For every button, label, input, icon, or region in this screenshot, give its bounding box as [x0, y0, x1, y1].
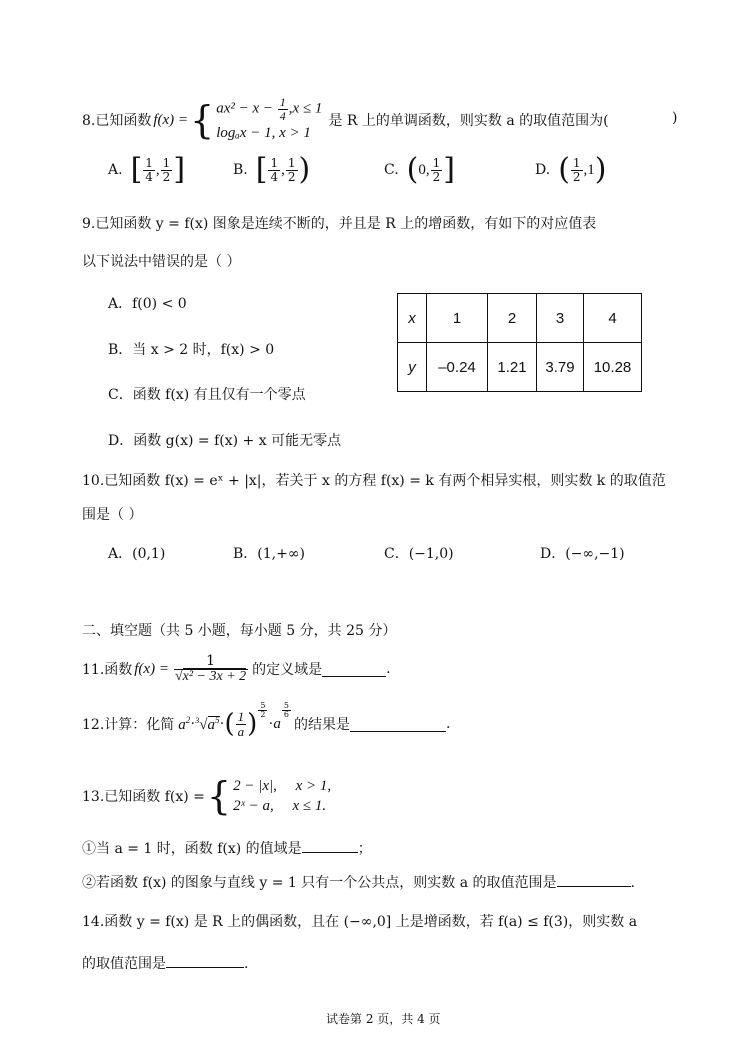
q9-line2: 以下说法中错误的是（ ） — [82, 254, 241, 270]
q12-answer-blank[interactable] — [350, 717, 446, 732]
q10-line2: 围是（ ） — [82, 507, 143, 523]
q10-line1: 10.已知函数 f(x) = eˣ + |x|，若关于 x 的方程 f(x) = k 有两个相异实根，则实数 k 的取值范 — [82, 473, 666, 489]
q8-option-d[interactable]: D. ( $\frac{1}{2}$ , 1 ) — [535, 152, 607, 187]
q14-line1: 14.函数 y = f(x) 是 R 上的偶函数，且在 (−∞,0] 上是增函数，若 f(a) ≤ f(3)，则实数 a — [82, 914, 638, 930]
q8-suffix: 是 R 上的单调函数，则实数 a 的取值范围为( — [328, 113, 609, 129]
q13-stem: 13.已知函数 f(x) = { 2 − |x|, x > 1, 2ˣ − a, x ≤ 1. — [82, 774, 332, 818]
q11-answer-blank[interactable] — [322, 662, 386, 677]
q14-line2: 的取值范围是 . — [82, 953, 248, 973]
q10-option-c[interactable]: C．(−1,0) — [384, 546, 454, 562]
q13-sub2-blank[interactable] — [557, 872, 631, 887]
q11-stem: 11.函数 f(x) = $\frac{1}{\text{√x² − 3x + 2}}$ 的定义域是 . — [82, 652, 391, 684]
q8-option-a[interactable]: A. [ $\frac{1}{4}$ , $\frac{1}{2}$ ] — [108, 152, 186, 187]
q13-sub2: ②若函数 f(x) 的图象与直线 y = 1 只有一个公共点，则实数 a 的取值范围是 . — [82, 872, 635, 892]
q13-sub1-blank[interactable] — [302, 838, 358, 853]
table-header-y: y — [398, 343, 427, 392]
q8-piece2: logₐx − 1, x > 1 — [216, 125, 311, 142]
q10-option-a[interactable]: A．(0,1) — [108, 546, 166, 562]
table-cell: 2 — [488, 294, 537, 343]
table-cell: 4 — [584, 294, 642, 343]
page-footer: 试卷第 2 页，共 4 页 — [326, 1012, 441, 1026]
table-cell: 3 — [537, 294, 584, 343]
table-cell: 1.21 — [488, 343, 537, 392]
q9-option-d[interactable]: D．函数 g(x) = f(x) + x 可能无零点 — [108, 433, 342, 449]
q8-option-b[interactable]: B. [ $\frac{1}{4}$ , $\frac{1}{2}$ ) — [233, 152, 311, 187]
table-cell: 10.28 — [584, 343, 642, 392]
q10-option-b[interactable]: B．(1,+∞) — [233, 546, 305, 562]
q9-option-a[interactable]: A．f(0) < 0 — [108, 296, 187, 312]
q8-prefix: 8.已知函数 — [82, 113, 152, 129]
q13-brace: { — [206, 774, 232, 818]
q13-pieces: 2 − |x|, x > 1, 2ˣ − a, x ≤ 1. — [233, 778, 332, 814]
q8-fx: f(x) = — [153, 111, 189, 128]
q8-brace: { — [190, 98, 215, 142]
q9-option-b[interactable]: B．当 x > 2 时，f(x) > 0 — [108, 342, 275, 358]
q8-option-c[interactable]: C. ( 0 , $\frac{1}{2}$ ] — [384, 152, 455, 187]
q12-stem: 12.计算：化简 $a^2$ · $^3√a^5$ · ( $\frac{1}{a}$ ) $\frac{5}{2}$ · a $\frac{5}{6}$ 的结果是 . — [82, 701, 451, 739]
q8-stem — [82, 90, 609, 150]
q9-value-table — [397, 293, 642, 392]
q11-fraction: $\frac{1}{\text{√x² − 3x + 2}}$ — [174, 652, 247, 684]
table-cell: 3.79 — [537, 343, 584, 392]
table-row — [398, 294, 642, 343]
q10-option-d[interactable]: D．(−∞,−1) — [540, 546, 625, 562]
table-row — [398, 343, 642, 392]
q8-piece1: ax² − x − $\frac{1}{4}$ ,x ≤ 1 — [216, 94, 323, 123]
q13-sub1: ①当 a = 1 时，函数 f(x) 的值域是 ； — [82, 838, 372, 858]
table-header-x: x — [398, 294, 427, 343]
q14-answer-blank[interactable] — [166, 953, 244, 968]
table-cell: 1 — [427, 294, 488, 343]
q9-option-c[interactable]: C．函数 f(x) 有且仅有一个零点 — [108, 387, 306, 403]
table-cell: –0.24 — [427, 343, 488, 392]
q9-line1: 9.已知函数 y = f(x) 图象是连续不断的，并且是 R 上的增函数，有如下的对应值表 — [82, 216, 597, 232]
section-title: 二、填空题（共 5 小题，每小题 5 分，共 25 分） — [82, 623, 397, 639]
q8-pieces — [216, 96, 322, 144]
q8-close: ) — [672, 110, 678, 126]
